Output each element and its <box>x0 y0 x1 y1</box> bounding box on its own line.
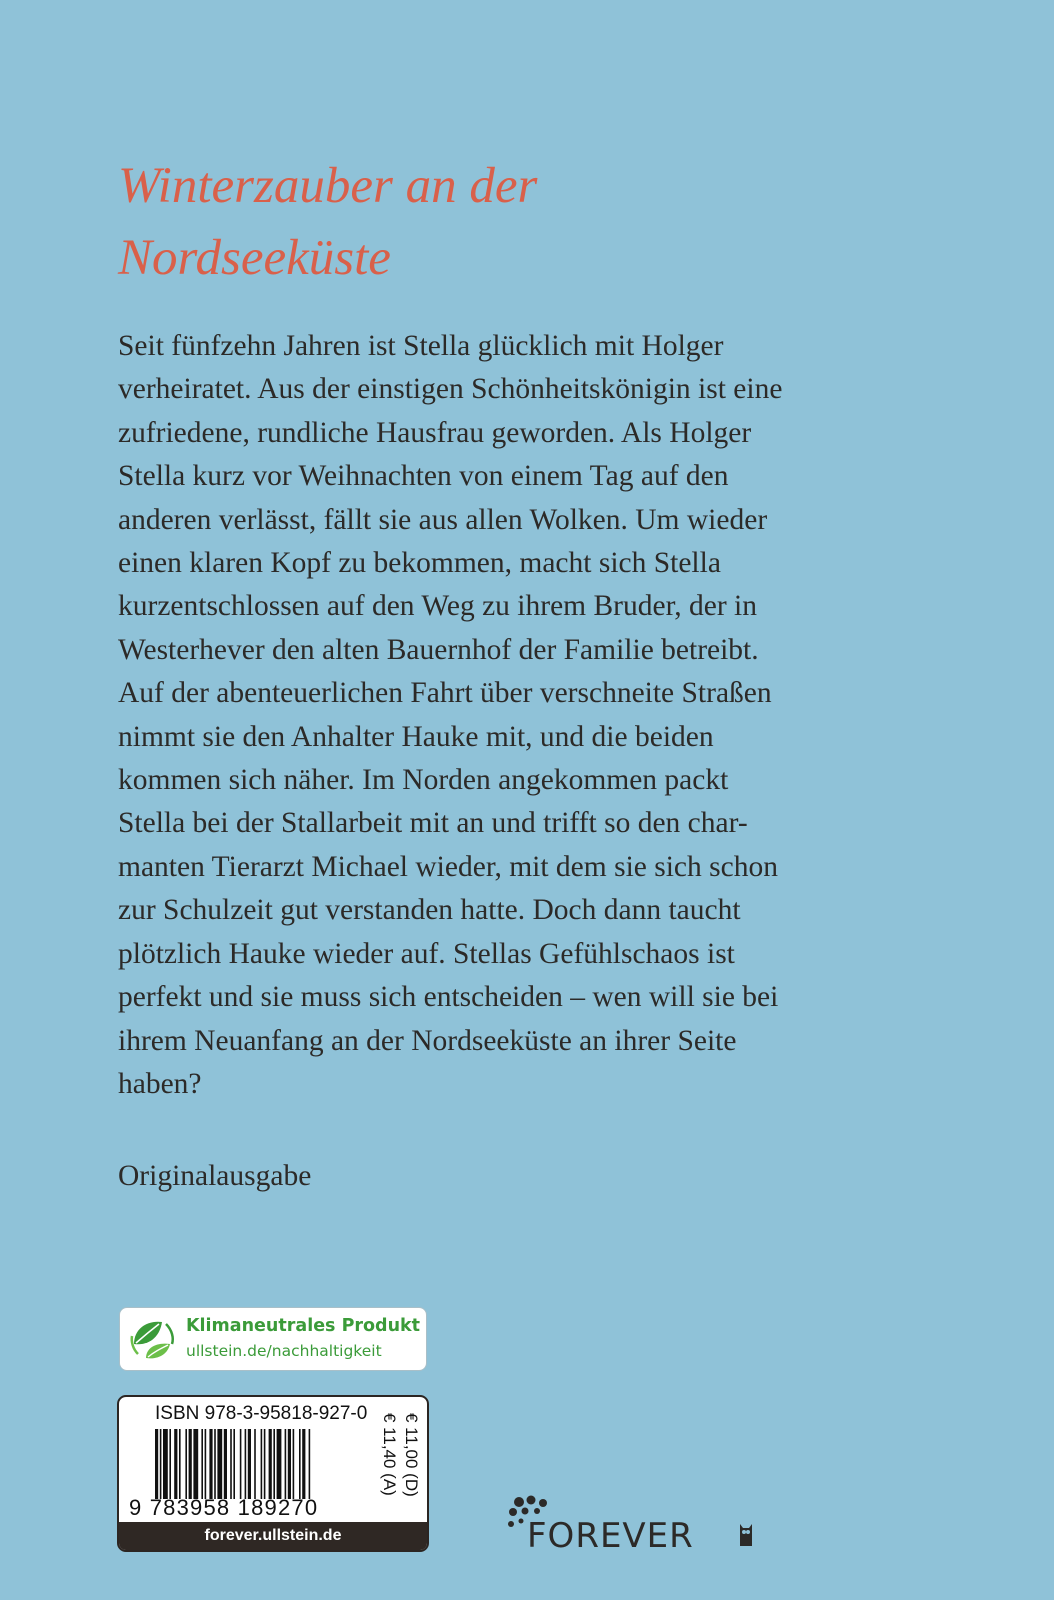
barcode-digits: 9 783958 189270 <box>129 1495 319 1520</box>
barcode-bar <box>248 1429 251 1499</box>
blurb-line: plötzlich Hauke wieder auf. Stellas Gefühlschaos ist <box>118 937 735 970</box>
blurb-line: Seit fünfzehn Jahren ist Stella glücklich mit Holger <box>118 330 724 362</box>
barcode-bar <box>285 1429 287 1499</box>
barcode-bar <box>245 1429 247 1499</box>
barcode-bar <box>214 1429 216 1499</box>
barcode-bar <box>163 1429 168 1499</box>
price-germany: € 11,00 (D) <box>402 1413 421 1497</box>
blurb-line: zufriedene, rundliche Hausfrau geworden. Als Holger <box>118 416 752 449</box>
blurb-line: haben? <box>118 1067 202 1100</box>
blurb-line: nimmt sie den Anhalter Hauke mit, und die beiden <box>118 720 714 753</box>
blurb-line: einen klaren Kopf zu bekommen, macht sich Stella <box>118 547 721 580</box>
edition-label: Originalausgabe <box>118 1160 312 1192</box>
publisher-website: forever.ullstein.de <box>119 1522 427 1550</box>
barcode-bar <box>309 1429 311 1499</box>
barcode-bar <box>169 1429 171 1499</box>
barcode-bar <box>264 1429 266 1499</box>
barcode-bar <box>269 1429 272 1499</box>
leaf-icon <box>126 1314 178 1366</box>
isbn-barcode-box <box>117 1395 429 1552</box>
barcode-bar <box>302 1429 305 1499</box>
blurb-line: zur Schulzeit gut verstanden hatte. Doch dann taucht <box>118 894 741 927</box>
barcode-bar <box>160 1429 162 1499</box>
barcode-bar <box>240 1429 242 1499</box>
barcode-bar <box>185 1429 187 1499</box>
blurb-line: Stella bei der Stallarbeit mit an und trifft so den char- <box>118 807 748 840</box>
blurb-line: Stella kurz vor Weihnachten von einem Tag auf den <box>118 460 729 493</box>
climate-neutral-badge <box>119 1307 427 1371</box>
blurb-line: ihrem Neuanfang an der Nordseeküste an ihrer Seite <box>118 1024 737 1057</box>
barcode-bar <box>288 1429 291 1499</box>
owl-icon <box>737 1520 755 1550</box>
barcode-bar <box>254 1429 256 1499</box>
price-austria: € 11,40 (A) <box>380 1413 399 1496</box>
barcode-bar <box>299 1429 301 1499</box>
blurb-line: Auf der abenteuerlichen Fahrt über verschneite Straßen <box>118 677 772 710</box>
climate-badge-title: Klimaneutrales Produkt <box>186 1316 421 1336</box>
barcode-bar <box>209 1429 212 1499</box>
book-title <box>118 150 918 294</box>
price-block <box>377 1411 421 1517</box>
publisher-name: FOREVER <box>527 1516 694 1556</box>
isbn-label: ISBN 978-3-95818-927-0 <box>155 1403 368 1424</box>
blurb-line: manten Tierarzt Michael wieder, mit dem sie sich schon <box>118 850 778 883</box>
barcode-bar <box>174 1429 177 1499</box>
barcode-bar <box>155 1429 158 1499</box>
blurb-line: perfekt und sie muss sich entscheiden – wen will sie bei <box>118 981 779 1014</box>
barcode-bar <box>205 1429 207 1499</box>
blurb-line: kurzentschlossen auf den Weg zu ihrem Bruder, der in <box>118 590 757 623</box>
barcode-bars <box>153 1429 363 1499</box>
blurb-line: anderen verlässt, fällt sie aus allen Wolken. Um wieder <box>118 503 768 536</box>
barcode-bar <box>230 1429 232 1499</box>
publisher-logo <box>505 1494 755 1554</box>
barcode-bar <box>224 1429 227 1499</box>
barcode-bar <box>261 1429 263 1499</box>
barcode-bar <box>293 1429 295 1499</box>
title-line-1: Winterzauber an der <box>118 158 538 214</box>
barcode-bar <box>277 1429 282 1499</box>
barcode-bar <box>189 1429 192 1499</box>
barcode-bar <box>217 1429 222 1499</box>
title-line-2: Nordseeküste <box>118 230 391 286</box>
barcode-bar <box>179 1429 181 1499</box>
climate-badge-url: ullstein.de/nachhaltigkeit <box>186 1342 382 1360</box>
barcode-bar <box>201 1429 203 1499</box>
blurb-line: kommen sich näher. Im Norden angekommen packt <box>118 764 729 797</box>
barcode-bar <box>233 1429 235 1499</box>
blurb-line: Westerhever den alten Bauernhof der Familie betreibt. <box>118 633 759 666</box>
blurb-text <box>118 325 938 1106</box>
barcode-bar <box>273 1429 275 1499</box>
barcode-bar <box>193 1429 198 1499</box>
blurb-line: verheiratet. Aus der einstigen Schönheitskönigin ist eine <box>118 373 783 406</box>
